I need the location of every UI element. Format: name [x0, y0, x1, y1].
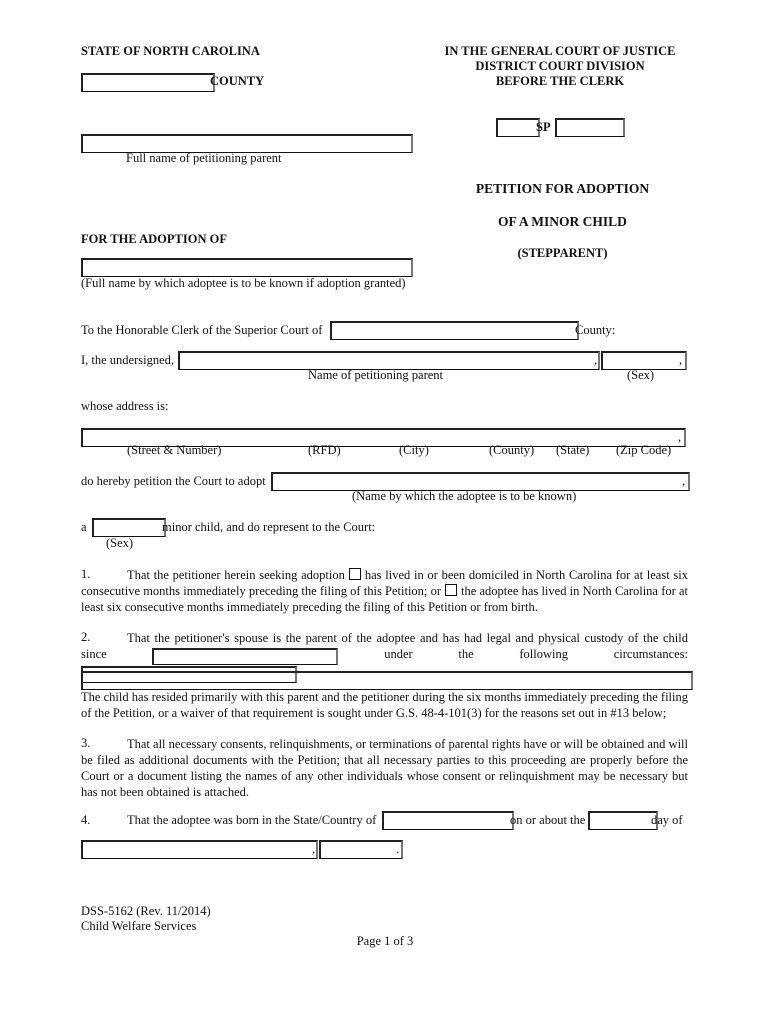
page-number: Page 1 of 3: [356, 934, 414, 948]
address-label: whose address is:: [81, 399, 169, 413]
county-suffix: County:: [575, 323, 616, 337]
item-4-text: That the adoptee was born in the State/Country of: [127, 813, 377, 827]
adoptee-name-input[interactable]: [81, 258, 413, 277]
clerk-county-input[interactable]: [330, 321, 579, 340]
petitioner-name-label: Full name of petitioning parent: [126, 151, 282, 165]
adoptee-known-label: (Name by which the adoptee is to be known): [352, 489, 577, 503]
undersigned-text: I, the undersigned,: [81, 353, 175, 367]
custody-since-input[interactable]: [152, 648, 338, 665]
sp-number-input[interactable]: [555, 118, 625, 137]
child-sex-label: (Sex): [106, 536, 134, 550]
birth-month-input[interactable]: [81, 840, 318, 859]
adoption-of-label: FOR THE ADOPTION OF: [81, 232, 227, 246]
addr-city-label: (City): [399, 443, 429, 457]
county-input[interactable]: [81, 73, 215, 92]
item-1-text: That the petitioner herein seeking adoption has lived in or been domiciled in North Carolina for at least six consecutive months immediately preceding the filing of this Petition; or the adoptee has lived in North Carolina for at least six consecutive months immediately preceding the filing of this Petition or from birth.: [81, 568, 688, 614]
form-title-2: OF A MINOR CHILD: [498, 214, 627, 229]
name-of-petitioner-label: Name of petitioning parent: [308, 368, 444, 382]
county-label: COUNTY: [210, 74, 265, 88]
form-subtitle: (STEPPARENT): [517, 246, 608, 260]
birth-year-input[interactable]: [319, 840, 403, 859]
item-4-about: on or about the: [510, 813, 586, 827]
sex-label: (Sex): [627, 368, 655, 382]
court-line-3: BEFORE THE CLERK: [495, 74, 625, 88]
minor-child-text: minor child, and do represent to the Court:: [162, 520, 376, 534]
item-2-text: That the petitioner's spouse is the parent of the adoptee and has had legal and physical custody of the child since under the following circumstances:: [81, 630, 688, 683]
addr-state-label: (State): [556, 443, 590, 457]
circumstances-line-2[interactable]: [81, 671, 693, 690]
item-4-dayof: day of: [651, 813, 683, 827]
addr-zip-label: (Zip Code): [616, 443, 672, 457]
sp-label: SP: [536, 120, 551, 134]
court-line-1: IN THE GENERAL COURT OF JUSTICE: [444, 44, 676, 58]
petitioner-domicile-checkbox[interactable]: [349, 568, 361, 580]
item-4-number: 4.: [81, 813, 91, 827]
child-sex-input[interactable]: [92, 518, 166, 537]
addr-county-label: (County): [489, 443, 535, 457]
birth-day-input[interactable]: [588, 811, 658, 830]
a-prefix: a: [81, 520, 87, 534]
state-heading: STATE OF NORTH CAROLINA: [81, 44, 260, 58]
sp-year-input[interactable]: [496, 118, 540, 137]
addr-street-label: (Street & Number): [127, 443, 222, 457]
court-line-2: DISTRICT COURT DIVISION: [475, 59, 645, 73]
form-number: DSS-5162 (Rev. 11/2014): [81, 904, 211, 918]
addr-rfd-label: (RFD): [308, 443, 341, 457]
to-clerk-text: To the Honorable Clerk of the Superior Court of: [81, 323, 323, 337]
department: Child Welfare Services: [81, 919, 197, 933]
item-3-text: That all necessary consents, relinquishments, or terminations of parental rights have or will be obtained and will be filed as additional documents with the Petition; that all necessary parties to this proceeding are properly before the Court or a document listing the names of any other individuals whose consent or relinquishment may be necessary but has not been obtained is attached.: [81, 737, 688, 799]
birth-state-input[interactable]: [382, 811, 514, 830]
adoptee-residence-checkbox[interactable]: [445, 584, 457, 596]
item-1-number: 1.: [81, 567, 91, 581]
item-2-residence-text: The child has resided primarily with this parent and the petitioner during the six months immediately preceding the filing of the Petition, or a waiver of that requirement is sought under G.S. 48-4-101(3) for the reasons set out in #13 below;: [81, 690, 688, 720]
item-3-number: 3.: [81, 736, 91, 750]
adoptee-name-label: (Full name by which adoptee is to be known if adoption granted): [81, 276, 406, 290]
item-2-number: 2.: [81, 630, 91, 644]
form-title: PETITION FOR ADOPTION: [475, 181, 650, 196]
petition-adopt-text: do hereby petition the Court to adopt: [81, 474, 266, 488]
